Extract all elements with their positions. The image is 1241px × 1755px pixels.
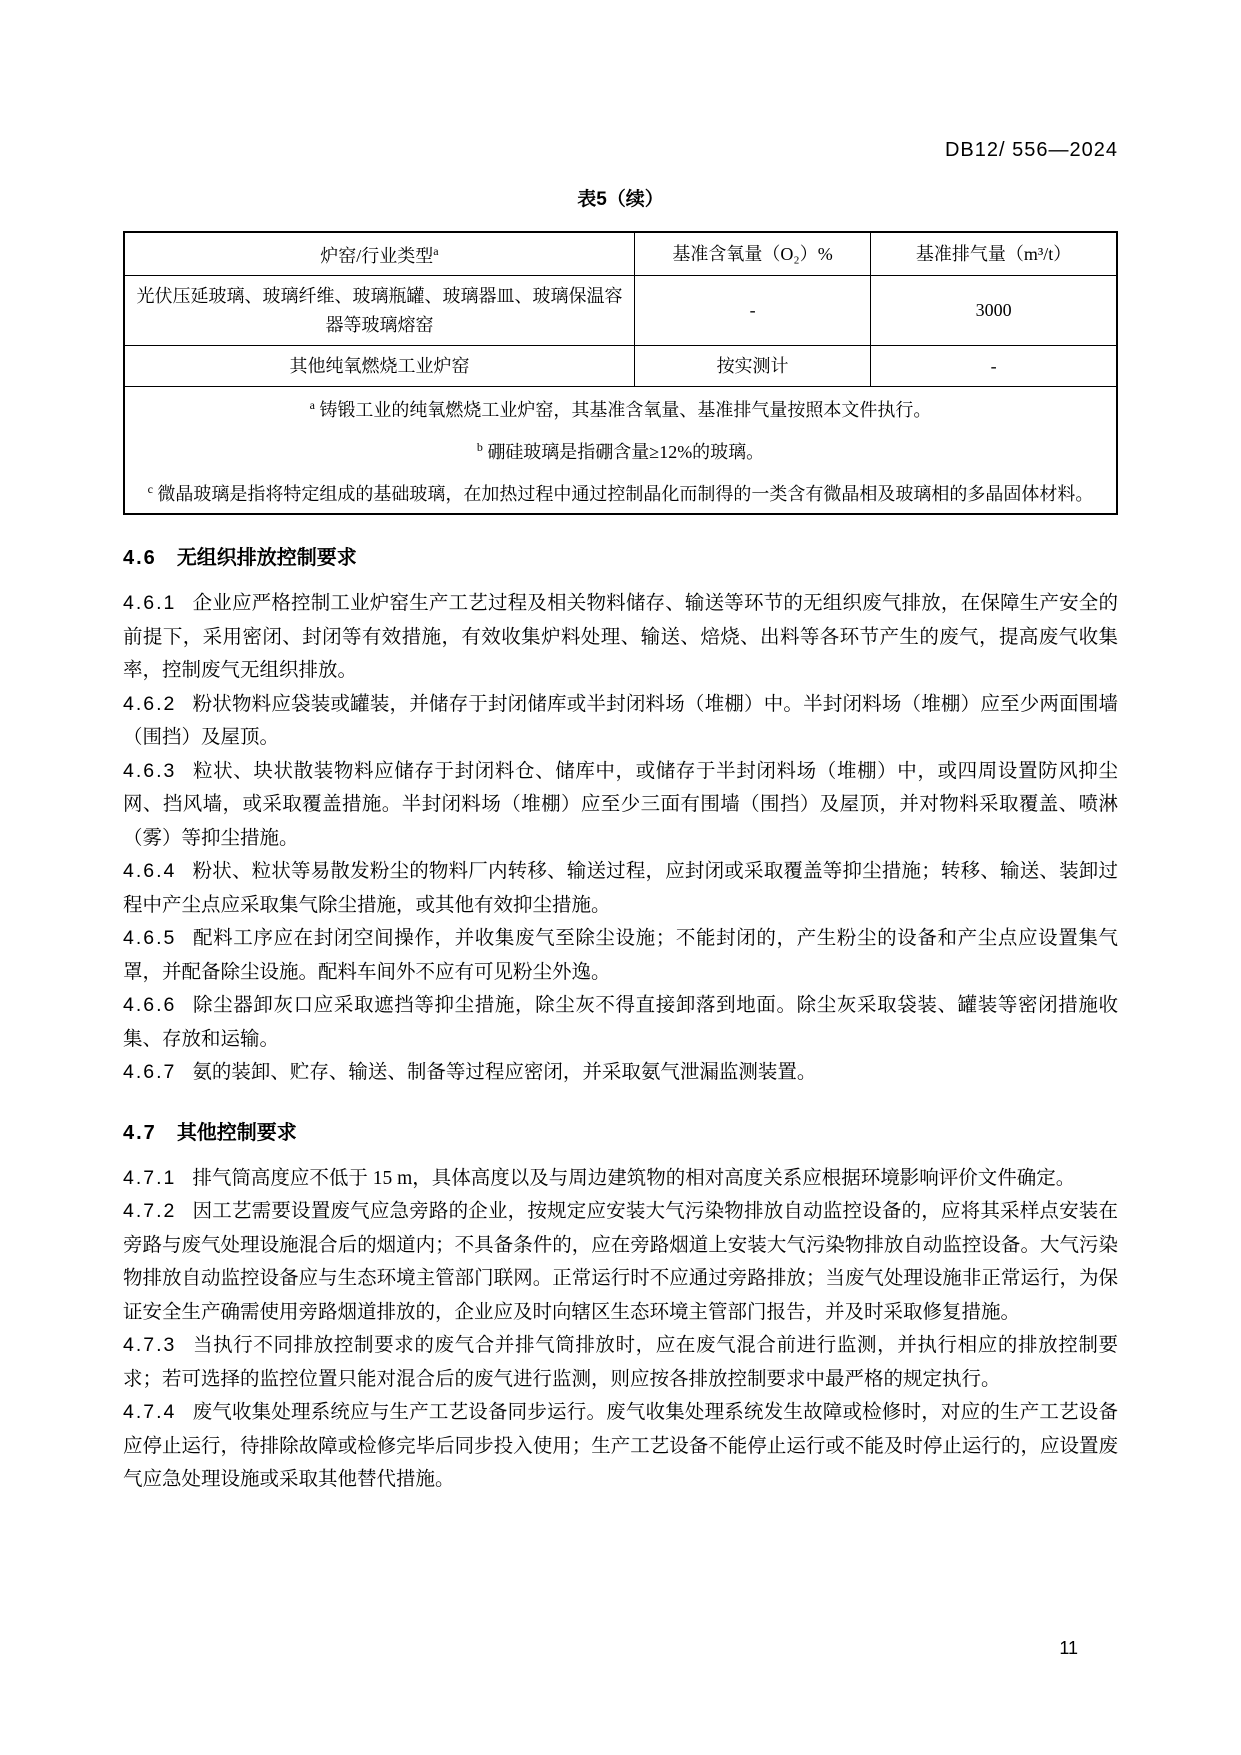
cell-furnace-type: 其他纯氧燃烧工业炉窑	[124, 346, 634, 387]
clause-4-7-3	[123, 1329, 1118, 1396]
clause-number: 4.6.7	[123, 1061, 177, 1083]
footnote-c-mark: c	[147, 482, 153, 496]
section-heading-4-6	[123, 545, 1118, 571]
footnote-b	[135, 433, 1106, 467]
clause-4-6-1	[123, 587, 1118, 688]
clause-number: 4.7.1	[123, 1166, 177, 1189]
clause-text: 除尘器卸灰口应采取遮挡等抑尘措施，除尘灰不得直接卸落到地面。除尘灰采取袋装、罐装等密闭措施收集、存放和运输。	[123, 995, 1118, 1050]
col-header-exhaust-label: 基准排气量（m³/t）	[915, 243, 1072, 264]
clause-text: 粉状物料应袋装或罐装，并储存于封闭储库或半封闭料场（堆棚）中。半封闭料场（堆棚）应至少两面围墙（围挡）及屋顶。	[123, 693, 1118, 748]
table-footnotes-cell	[124, 387, 1117, 515]
col-header-oxygen	[634, 232, 870, 276]
clause-number: 4.6.2	[123, 692, 177, 715]
col-header-exhaust	[871, 232, 1117, 276]
table-row	[124, 346, 1117, 387]
clause-4-6-3	[123, 755, 1118, 856]
clause-4-6-5	[123, 922, 1118, 989]
clause-text: 粉状、粒状等易散发粉尘的物料厂内转移、输送过程，应封闭或采取覆盖等抑尘措施；转移、输送、装卸过程中产尘点应采取集气除尘措施，或其他有效抑尘措施。	[123, 861, 1118, 916]
section-number: 4.7	[123, 1121, 157, 1144]
col-header-superscript: a	[433, 244, 439, 258]
footnote-b-mark: b	[476, 440, 483, 454]
table-title: 表5（续）	[577, 189, 664, 210]
clause-4-6-4	[123, 855, 1118, 922]
clause-number: 4.6.5	[123, 927, 177, 949]
clause-text: 排气筒高度应不低于 15 m，具体高度以及与周边建筑物的相对高度关系应根据环境影响评价文件确定。	[192, 1167, 1076, 1189]
page-number: 11	[1059, 1638, 1078, 1658]
clause-text: 配料工序应在封闭空间操作，并收集废气至除尘设施；不能封闭的，产生粉尘的设备和产尘点应设置集气罩，并配备除尘设施。配料车间外不应有可见粉尘外逸。	[123, 928, 1118, 983]
doc-code: DB12/ 556—2024	[944, 139, 1118, 161]
footnote-a-mark: a	[309, 398, 315, 412]
table-header-row	[124, 232, 1117, 276]
clause-4-7-4	[123, 1396, 1118, 1497]
clause-number: 4.7.4	[123, 1401, 177, 1423]
clause-4-7-1	[123, 1162, 1118, 1196]
clause-number: 4.6.1	[123, 592, 177, 614]
section-heading-4-7	[123, 1120, 1118, 1146]
cell-furnace-type: 光伏压延玻璃、玻璃纤维、玻璃瓶罐、玻璃器皿、玻璃保温容器等玻璃熔窑	[124, 276, 634, 346]
clause-number: 4.6.4	[123, 860, 177, 882]
clause-number: 4.7.3	[123, 1334, 177, 1356]
clause-number: 4.7.2	[123, 1200, 177, 1222]
footnote-b-text: 硼硅玻璃是指硼含量≥12%的玻璃。	[487, 442, 765, 462]
section-title: 无组织排放控制要求	[176, 547, 357, 569]
table-footnotes-row	[124, 387, 1117, 515]
footnote-c-text: 微晶玻璃是指将特定组成的基础玻璃，在加热过程中通过控制晶化而制得的一类含有微晶相及玻璃相的多晶固体材料。	[157, 484, 1094, 504]
clause-text: 粒状、块状散装物料应储存于封闭料仓、储库中，或储存于半封闭料场（堆棚）中，或四周设置防风抑尘网、挡风墙，或采取覆盖措施。半封闭料场（堆棚）应至少三面有围墙（围挡）及屋顶，并对物料采取覆盖、喷淋（雾）等抑尘措施。	[123, 760, 1118, 849]
col-header-oxygen-label: 基准含氧量（O₂）%	[672, 243, 833, 264]
clause-4-6-7	[123, 1056, 1118, 1090]
cell-oxygen-benchmark: -	[634, 276, 870, 346]
body-text	[123, 545, 1118, 1497]
cell-exhaust-benchmark: 3000	[871, 276, 1117, 346]
table-row	[124, 276, 1117, 346]
cell-exhaust-benchmark: -	[871, 346, 1117, 387]
section-title: 其他控制要求	[176, 1121, 297, 1144]
clause-text: 当执行不同排放控制要求的废气合并排气筒排放时，应在废气混合前进行监测，并执行相应的排放控制要求；若可选择的监控位置只能对混合后的废气进行监测，则应按各排放控制要求中最严格的规定执行。	[123, 1335, 1118, 1390]
clause-text: 因工艺需要设置废气应急旁路的企业，按规定应安装大气污染物排放自动监控设备的，应将其采样点安装在旁路与废气处理设施混合后的烟道内；不具备条件的，应在旁路烟道上安装大气污染物排放自动监控设备。大气污染物排放自动监控设备应与生态环境主管部门联网。正常运行时不应通过旁路排放；当废气处理设施非正常运行，为保证安全生产确需使用旁路烟道排放的，企业应及时向辖区生态环境主管部门报告，并及时采取修复措施。	[123, 1201, 1118, 1323]
clause-number: 4.6.3	[123, 759, 177, 782]
clause-4-7-2	[123, 1195, 1118, 1329]
standard-table	[123, 231, 1118, 515]
clause-text: 企业应严格控制工业炉窑生产工艺过程及相关物料储存、输送等环节的无组织废气排放，在保障生产安全的前提下，采用密闭、封闭等有效措施，有效收集炉料处理、输送、焙烧、出料等各环节产生的废气，提高废气收集率，控制废气无组织排放。	[123, 593, 1118, 681]
cell-oxygen-benchmark: 按实测计	[634, 346, 870, 387]
clause-4-6-2	[123, 688, 1118, 755]
footnote-c	[135, 475, 1106, 509]
footnote-a-text: 铸锻工业的纯氧燃烧工业炉窑，其基准含氧量、基准排气量按照本文件执行。	[319, 400, 932, 420]
col-header-furnace-type	[124, 232, 634, 276]
clause-number: 4.6.6	[123, 994, 177, 1016]
clause-text: 氨的装卸、贮存、输送、制备等过程应密闭，并采取氨气泄漏监测装置。	[192, 1062, 817, 1083]
clause-4-6-6	[123, 989, 1118, 1056]
section-number: 4.6	[123, 547, 157, 569]
footnote-a	[135, 391, 1106, 425]
col-header-furnace-type-label: 炉窑/行业类型	[320, 246, 434, 266]
clause-text: 废气收集处理系统应与生产工艺设备同步运行。废气收集处理系统发生故障或检修时，对应的生产工艺设备应停止运行，待排除故障或检修完毕后同步投入使用；生产工艺设备不能停止运行或不能及时停止运行的，应设置废气应急处理设施或采取其他替代措施。	[123, 1402, 1118, 1490]
